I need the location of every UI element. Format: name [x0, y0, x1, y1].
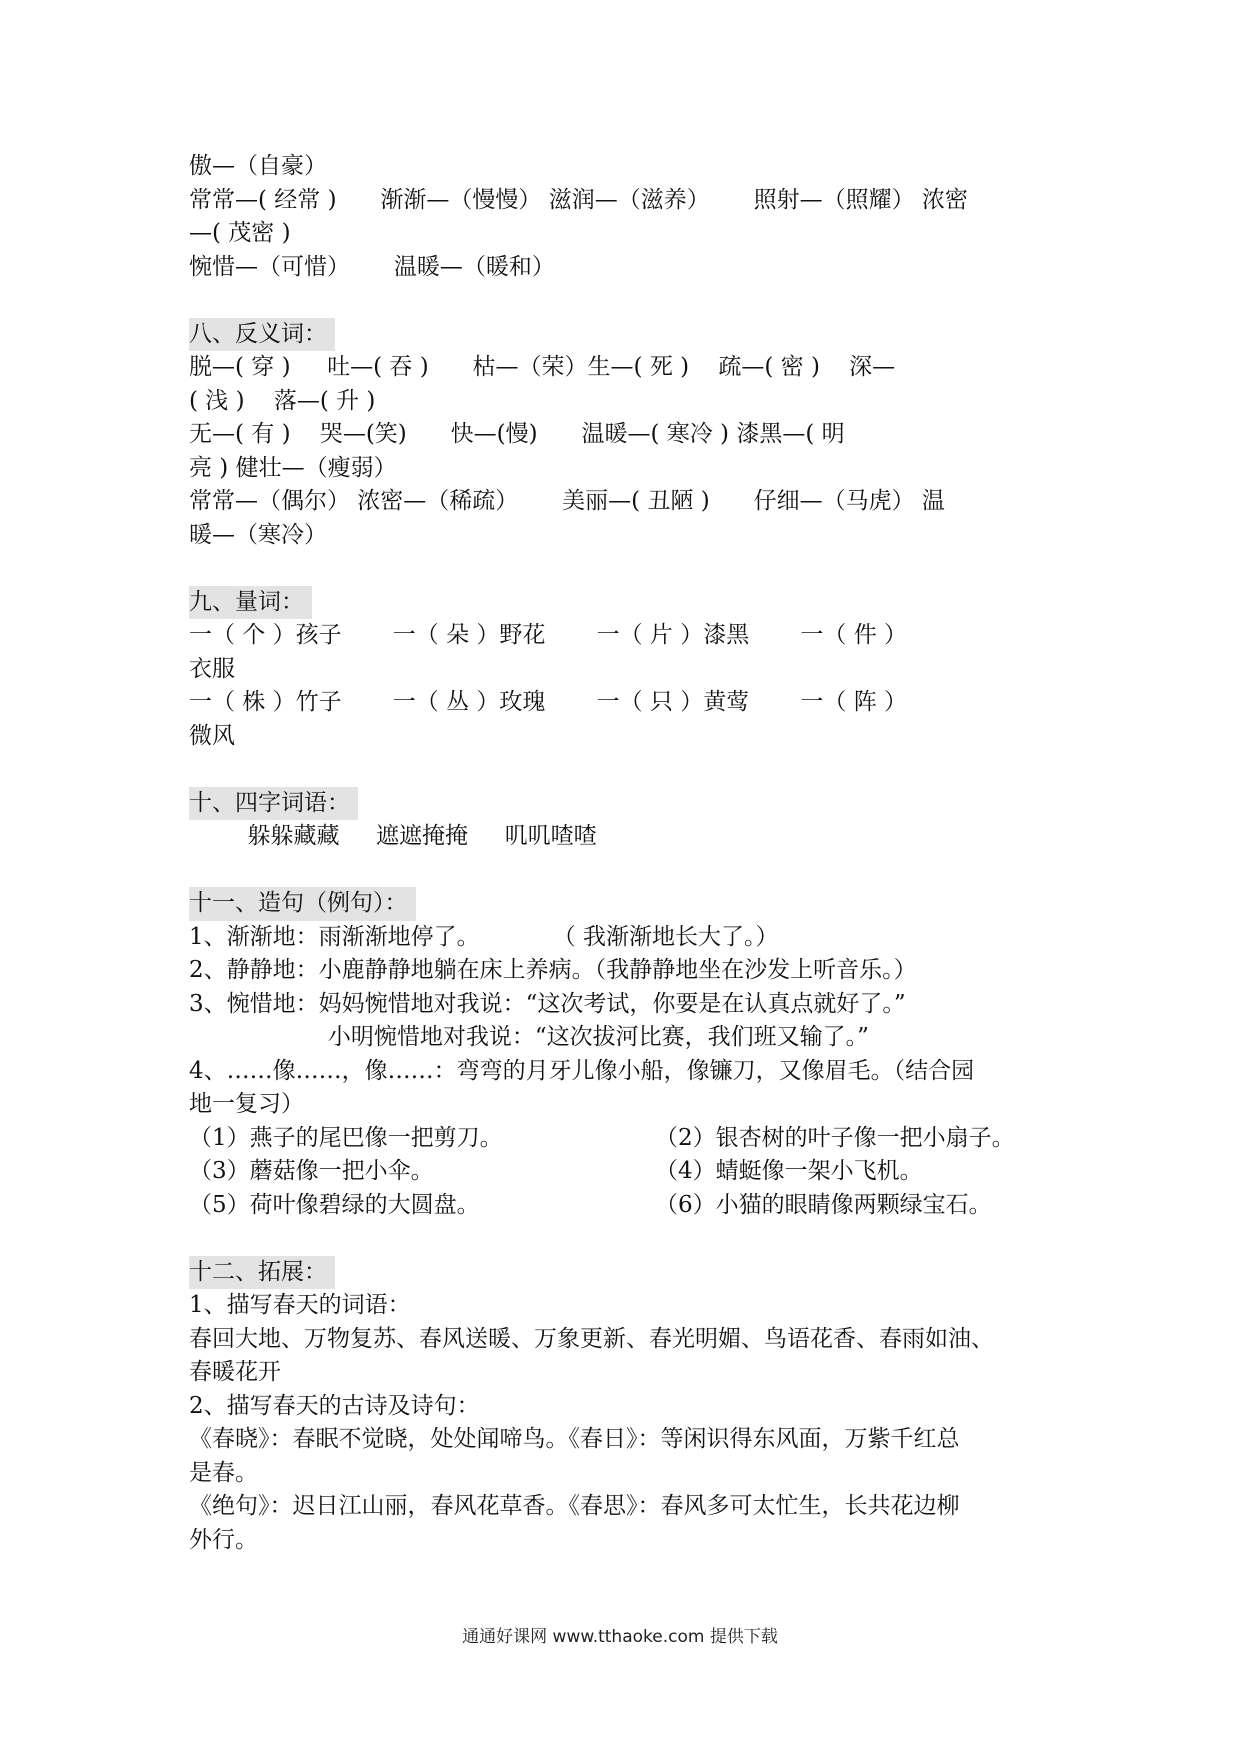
sentences-section [189, 887, 1059, 1222]
text-line: 《春晓》：春眠不觉晓，处处闻啼鸟。《春日》：等闲识得东风面，万紫千红总 [189, 1426, 960, 1452]
text-line: 3、惋惜地：妈妈惋惜地对我说：“这次考试，你要是在认真点就好了。” [189, 990, 906, 1017]
text-line: 亮 ) 健壮—（瘦弱） [189, 454, 397, 481]
text-line: 小明惋惜地对我说：“这次拔河比赛，我们班又输了。” [189, 1024, 869, 1050]
text-line: 脱—( 穿 ) 吐—( 吞 ) 枯—（荣）生—( 死 ) 疏—( 密 ) 深— [189, 354, 896, 380]
four-char-words-section [189, 787, 1059, 854]
example-item: （4）蜻蜓像一架小飞机。 [655, 1158, 923, 1184]
text-line: 2、静静地：小鹿静静地躺在床上养病。（我静静地坐在沙发上听音乐。） [189, 957, 917, 983]
extension-section [189, 1256, 1059, 1558]
measure-words-section [189, 586, 1059, 754]
example-item: （5）荷叶像碧绿的大圆盘。 [189, 1191, 480, 1218]
example-row [189, 1155, 1059, 1189]
text-line: 外行。 [189, 1526, 258, 1553]
section-heading: 十二、拓展： [189, 1256, 335, 1290]
text-line: 暖—（寒冷） [189, 521, 327, 548]
text-line: 衣服 [189, 655, 235, 682]
synonyms-section [189, 150, 1059, 284]
example-row [189, 1122, 1059, 1156]
text-line: 躲躲藏藏 遮遮掩掩 叽叽喳喳 [189, 823, 597, 849]
text-line: 4、……像……，像……：弯弯的月牙儿像小船，像镰刀，又像眉毛。（结合园 [189, 1057, 975, 1084]
example-item: （2）银杏树的叶子像一把小扇子。 [655, 1124, 1015, 1151]
text-line: 地一复习） [189, 1091, 304, 1117]
text-line: 是春。 [189, 1459, 258, 1486]
example-item: （6）小猫的眼睛像两颗绿宝石。 [655, 1191, 992, 1218]
text-line: 一（ 株 ）竹子 一（ 丛 ）玫瑰 一（ 只 ）黄莺 一（ 阵 ） [189, 689, 908, 715]
text-line: 2、描写春天的古诗及诗句： [189, 1392, 480, 1419]
document-body [189, 150, 1059, 1557]
example-item: （3）蘑菇像一把小伞。 [189, 1158, 434, 1184]
text-line: 1、描写春天的词语： [189, 1292, 411, 1318]
section-heading: 十一、造句（例句）： [189, 887, 416, 921]
text-line: 傲—（自豪） [189, 153, 327, 179]
text-line: 春暖花开 [189, 1359, 281, 1385]
text-line: 微风 [189, 722, 235, 749]
text-line: 《绝句》：迟日江山丽，春风花草香。《春思》：春风多可太忙生，长共花边柳 [189, 1493, 960, 1519]
text-line: 无—( 有 ) 哭—(笑) 快—(慢) 温暖—( 寒冷 ) 漆黑—( 明 [189, 421, 845, 447]
text-line: 惋惜—（可惜） 温暖—（暖和） [189, 253, 555, 280]
text-line: 常常—( 经常 ) 渐渐—（慢慢） 滋润—（滋养） 照射—（照耀） 浓密 [189, 186, 968, 213]
text-line: 春回大地、万物复苏、春风送暖、万象更新、春光明媚、鸟语花香、春雨如油、 [189, 1325, 994, 1352]
text-line: 一（ 个 ）孩子 一（ 朵 ）野花 一（ 片 ）漆黑 一（ 件 ） [189, 622, 908, 648]
page-footer: 通通好课网 www.tthaoke.com 提供下载 [462, 1627, 778, 1647]
text-line: —( 茂密 ) [189, 220, 291, 246]
text-line: 常常—（偶尔） 浓密—（稀疏） 美丽—( 丑陋 ) 仔细—（马虎） 温 [189, 488, 945, 514]
example-item: （1）燕子的尾巴像一把剪刀。 [189, 1124, 503, 1151]
text-line: 1、渐渐地：雨渐渐地停了。 （ 我渐渐地长大了。） [189, 923, 779, 950]
text-line: ( 浅 ) 落—( 升 ) [189, 387, 376, 414]
section-heading: 八、反义词： [189, 318, 335, 352]
example-row [189, 1189, 1059, 1223]
section-heading: 九、量词： [189, 586, 312, 620]
section-heading: 十、四字词语： [189, 787, 358, 821]
antonyms-section [189, 318, 1059, 553]
